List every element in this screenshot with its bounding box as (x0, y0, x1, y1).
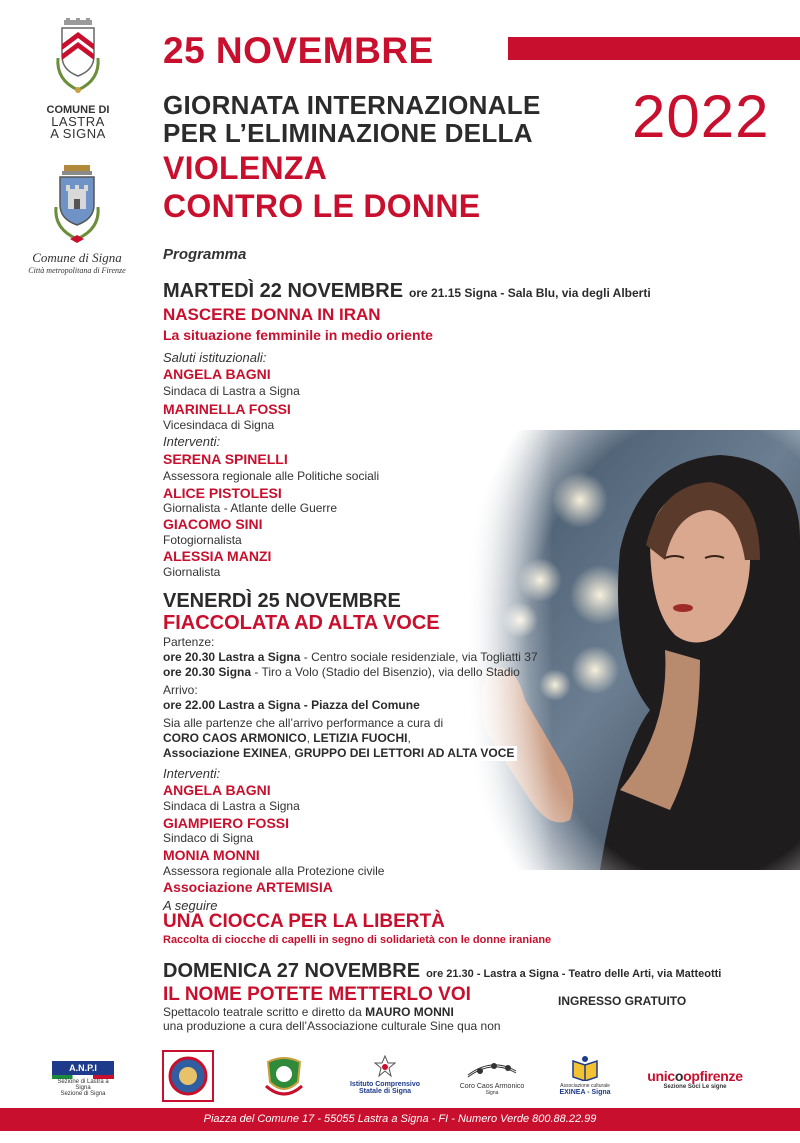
speaker-name: MARINELLA FOSSI (163, 401, 291, 417)
speaker-role: Sindaca di Lastra a Signa (163, 799, 300, 813)
lastra-logo-text (30, 104, 126, 140)
book-icon (571, 1055, 599, 1081)
association-badge-icon (162, 1050, 214, 1102)
exinea-name: EXINEA - Signa (559, 1089, 611, 1096)
free-entry: INGRESSO GRATUITO (558, 994, 687, 1008)
unicoop-part-3: opfirenze (683, 1068, 743, 1084)
performers-line-1 (163, 731, 411, 746)
speaker-name: MONIA MONNI (163, 847, 260, 863)
istituto-logo (340, 1055, 430, 1095)
ciocca-subtitle: Raccolta di ciocche di capelli in segno di solidarietà con le donne iraniane (163, 934, 552, 946)
speaker-role: Giornalista - Atlante delle Guerre (163, 501, 338, 515)
lastra-coat-of-arms-icon (50, 18, 106, 102)
association-artemisia (163, 879, 333, 895)
lastra-line-2: LASTRA (51, 114, 105, 129)
departure-2-bold: ore 20.30 Signa (163, 665, 252, 679)
day1-event-subtitle: La situazione femminile in medio oriente (163, 327, 433, 343)
italian-emblem-icon (374, 1055, 396, 1079)
separator: , (407, 731, 411, 745)
music-notes-icon (464, 1055, 520, 1081)
day1-title: MARTEDÌ 22 NOVEMBRE (163, 280, 404, 302)
unicoop-name (640, 1068, 750, 1084)
istituto-line-2: Statale di Signa (358, 1088, 412, 1095)
speaker-role: Sindaca di Lastra a Signa (163, 384, 300, 398)
title-line-3: VIOLENZA (163, 150, 328, 186)
unicoop-sub: Sezione Soci Le signe (663, 1084, 727, 1090)
day3-event-title: IL NOME POTETE METTERLO VOI (163, 984, 471, 1005)
year: 2022 (632, 83, 770, 150)
departure-2 (163, 665, 520, 680)
speaker-name: ANGELA BAGNI (163, 782, 271, 798)
crest-badge-icon (262, 1052, 306, 1100)
title-line-4: CONTRO LE DONNE (163, 188, 481, 224)
lastra-line-3: A SIGNA (50, 126, 106, 141)
speaker-role: Sindaco di Signa (163, 831, 254, 845)
program-label: Programma (163, 246, 247, 263)
footer-address: Piazza del Comune 17 - 55055 Lastra a Signa - FI - Numero Verde 800.88.22.99 (0, 1108, 800, 1131)
departure-1 (163, 650, 538, 665)
departure-2-rest: - Tiro a Volo (Stadio del Bisenzio), via dello Stadio (251, 665, 520, 679)
performers-line-2 (163, 746, 517, 761)
header-red-bar (508, 37, 800, 60)
anpi-sub-1: Sezione di Lastra a Signa (57, 1079, 109, 1091)
performer-coro: CORO CAOS ARMONICO (163, 731, 307, 745)
signa-name: Comune di Signa (32, 250, 122, 265)
day3-desc-prefix: Spettacolo teatrale scritto e diretto da (163, 1005, 366, 1019)
event-date-title: 25 NOVEMBRE (163, 30, 434, 71)
signa-coat-of-arms-icon (48, 163, 106, 247)
day2-title: VENERDÌ 25 NOVEMBRE (163, 590, 401, 612)
performer-lettori: GRUPPO DEI LETTORI AD ALTA VOCE (294, 746, 515, 760)
anpi-logo (52, 1055, 114, 1097)
speaker-name: ALESSIA MANZI (163, 548, 272, 564)
speaker-role: Giornalista (163, 565, 221, 579)
speaker-name: ANGELA BAGNI (163, 366, 271, 382)
separator: , (287, 746, 295, 760)
speaker-role: Fotogiornalista (163, 533, 242, 547)
istituto-line-1: Istituto Comprensivo (349, 1081, 420, 1088)
day2-event-title: FIACCOLATA AD ALTA VOCE (163, 612, 440, 634)
exinea-logo (552, 1055, 618, 1096)
association-prefix: Associazione (163, 879, 256, 895)
separator: , (306, 731, 314, 745)
director-name: MAURO MONNI (365, 1005, 454, 1019)
performance-text: Sia alle partenze che all’arrivo performance a cura di (163, 716, 444, 730)
performer-exinea: Associazione EXINEA (163, 746, 288, 760)
unicoop-part-1: unic (647, 1068, 675, 1084)
arrival: ore 22.00 Lastra a Signa - Piazza del Comune (163, 698, 420, 712)
departure-1-bold: ore 20.30 Lastra a Signa (163, 650, 301, 664)
unicoop-logo (640, 1068, 750, 1090)
speaker-name: GIACOMO SINI (163, 516, 263, 532)
unicoop-part-2: o (674, 1068, 684, 1084)
day3-title: DOMENICA 27 NOVEMBRE (163, 960, 421, 982)
arrivo-label: Arrivo: (163, 683, 198, 697)
association-name: ARTEMISIA (255, 879, 333, 895)
coro-logo (452, 1055, 532, 1096)
speaker-role: Assessora regionale alle Politiche sociali (163, 469, 380, 483)
partenze-label: Partenze: (163, 635, 215, 649)
coro-sub: Signa (485, 1090, 499, 1096)
signa-subtitle: Città metropolitana di Firenze (28, 266, 126, 275)
speaker-role: Vicesindaca di Signa (163, 418, 275, 432)
day3-info: ore 21.30 - Lastra a Signa - Teatro delle Arti, via Matteotti (426, 968, 722, 980)
speaker-name: SERENA SPINELLI (163, 451, 288, 467)
ciocca-title: UNA CIOCCA PER LA LIBERTÀ (163, 911, 445, 932)
day1-heading (163, 280, 651, 303)
anpi-sub-2: Sezione di Signa (60, 1091, 106, 1097)
day1-info: ore 21.15 Signa - Sala Blu, via degli Alberti (409, 286, 651, 300)
signa-logo-text (22, 250, 132, 275)
departure-1-rest: - Centro sociale residenziale, via Togliatti 37 (300, 650, 538, 664)
title-line-1: GIORNATA INTERNAZIONALE (163, 90, 541, 120)
coro-name: Coro Caos Armonico (459, 1083, 525, 1090)
speaker-name: ALICE PISTOLESI (163, 485, 282, 501)
day3-desc-1 (163, 1005, 454, 1020)
speaker-role: Assessora regionale alla Protezione civile (163, 864, 385, 878)
day3-desc-2: una produzione a cura dell’Associazione culturale Sine qua non (163, 1019, 501, 1033)
saluti-label: Saluti istituzionali: (163, 350, 267, 365)
anpi-label: A.N.P.I (52, 1061, 114, 1075)
speaker-name: GIAMPIERO FOSSI (163, 815, 290, 831)
performer-letizia: LETIZIA FUOCHI (313, 731, 408, 745)
title-line-2: PER L’ELIMINAZIONE DELLA (163, 118, 533, 148)
day1-event-title: NASCERE DONNA IN IRAN (163, 305, 381, 324)
interventi-label-2: Interventi: (163, 766, 221, 781)
day3-heading (163, 960, 721, 983)
exinea-small: Associazione culturale (560, 1083, 610, 1089)
interventi-label: Interventi: (163, 434, 221, 449)
lastra-line-1: COMUNE DI (46, 104, 110, 116)
a-seguire-label: A seguire (163, 898, 218, 913)
